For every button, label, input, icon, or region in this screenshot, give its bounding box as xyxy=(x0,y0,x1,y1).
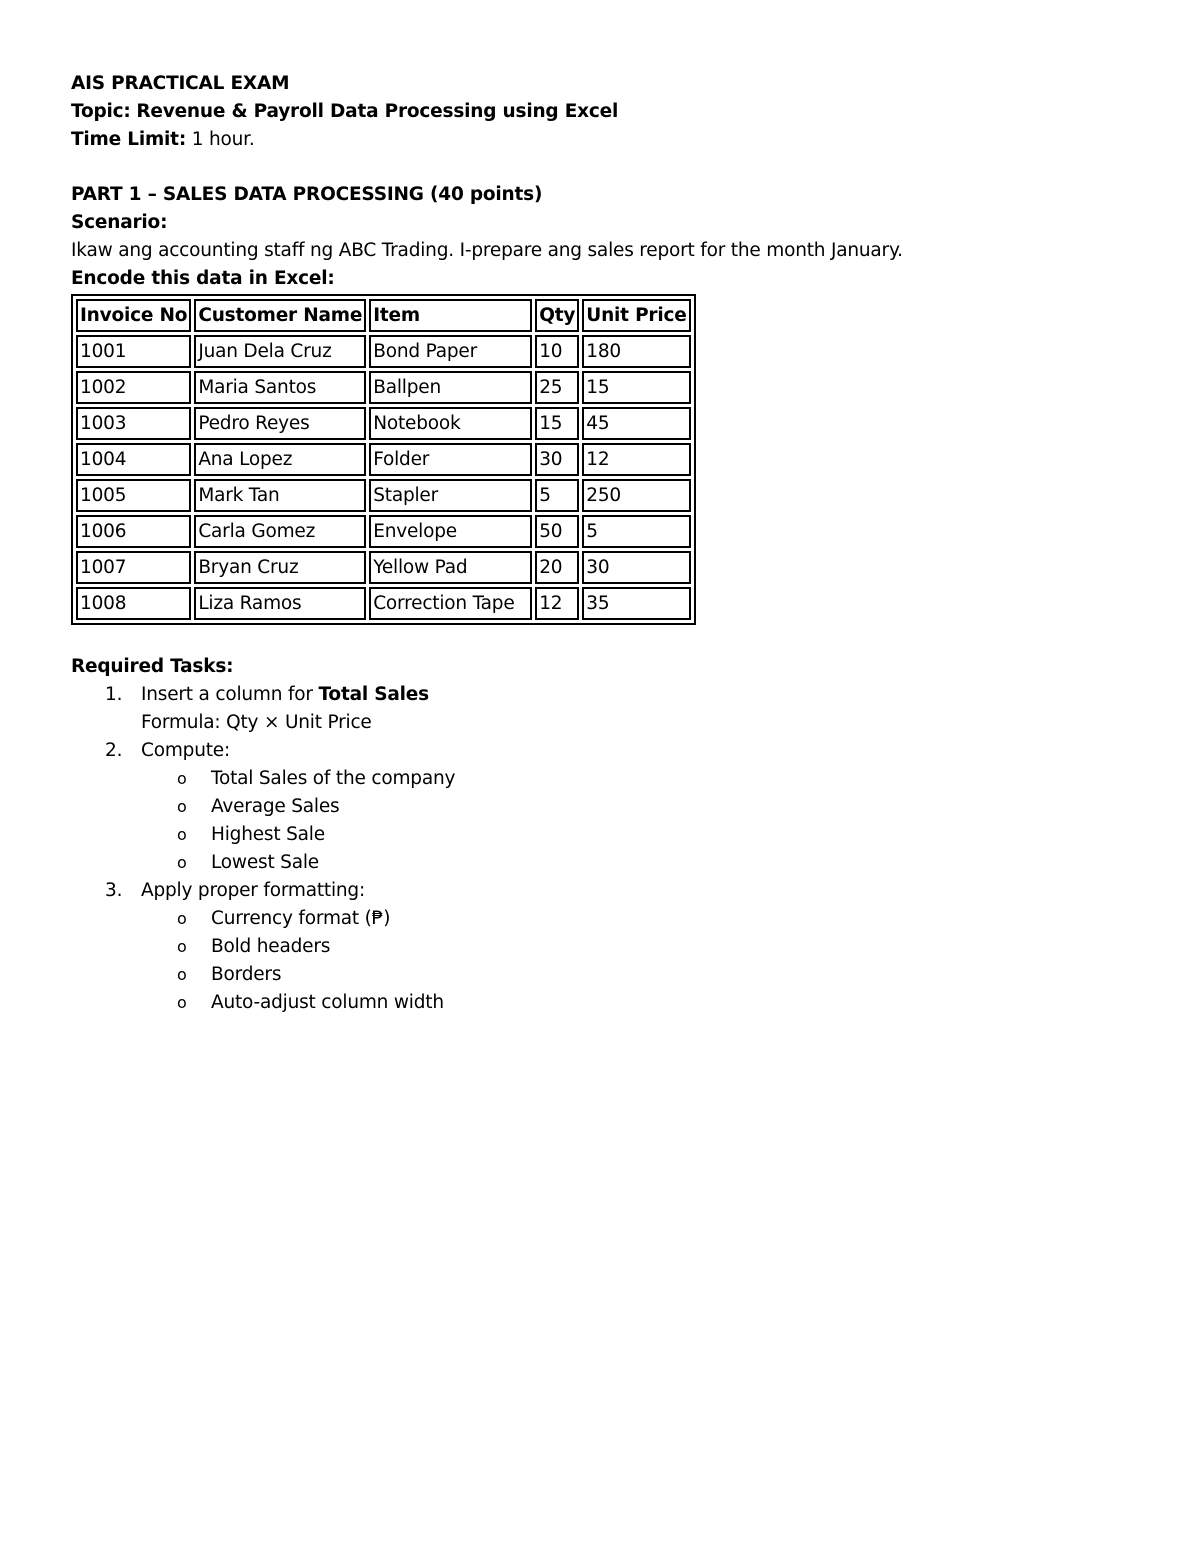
task-text: Apply proper formatting: xyxy=(141,880,366,901)
bullet-icon: o xyxy=(177,909,187,928)
bullet-icon: o xyxy=(177,769,187,788)
cell-customer-name: Maria Santos xyxy=(194,371,366,404)
header-qty: Qty xyxy=(535,299,579,332)
cell-unit-price: 12 xyxy=(582,443,690,476)
sales-data-table xyxy=(71,294,696,625)
header-item: Item xyxy=(369,299,532,332)
task-text-bold: Total Sales xyxy=(318,684,429,705)
task-number: 2. xyxy=(105,740,123,761)
cell-customer-name: Bryan Cruz xyxy=(194,551,366,584)
cell-customer-name: Mark Tan xyxy=(194,479,366,512)
header-invoice-no: Invoice No xyxy=(76,299,191,332)
cell-invoice-no: 1008 xyxy=(76,587,191,620)
table-row xyxy=(76,551,691,584)
cell-unit-price: 35 xyxy=(582,587,690,620)
cell-invoice-no: 1002 xyxy=(76,371,191,404)
cell-unit-price: 45 xyxy=(582,407,690,440)
table-row xyxy=(76,371,691,404)
cell-qty: 10 xyxy=(535,335,579,368)
cell-customer-name: Juan Dela Cruz xyxy=(194,335,366,368)
cell-customer-name: Carla Gomez xyxy=(194,515,366,548)
task-text-plain: Insert a column for xyxy=(141,684,319,705)
cell-invoice-no: 1007 xyxy=(76,551,191,584)
cell-invoice-no: 1001 xyxy=(76,335,191,368)
time-limit-line xyxy=(71,126,1131,154)
bullet-icon: o xyxy=(177,825,187,844)
cell-item: Stapler xyxy=(369,479,532,512)
scenario-label: Scenario: xyxy=(71,212,168,233)
subtask-text: Total Sales of the company xyxy=(211,768,456,789)
cell-qty: 30 xyxy=(535,443,579,476)
bullet-icon: o xyxy=(177,993,187,1012)
list-item xyxy=(141,989,1131,1017)
subtask-text: Auto-adjust column width xyxy=(211,992,444,1013)
cell-qty: 25 xyxy=(535,371,579,404)
header-unit-price: Unit Price xyxy=(582,299,690,332)
table-row xyxy=(76,587,691,620)
cell-unit-price: 250 xyxy=(582,479,690,512)
task-number: 1. xyxy=(105,684,123,705)
topic-value: Revenue & Payroll Data Processing using Excel xyxy=(136,101,619,122)
bullet-icon: o xyxy=(177,797,187,816)
cell-item: Bond Paper xyxy=(369,335,532,368)
cell-qty: 15 xyxy=(535,407,579,440)
task-item-2 xyxy=(71,737,1131,877)
cell-customer-name: Ana Lopez xyxy=(194,443,366,476)
cell-invoice-no: 1006 xyxy=(76,515,191,548)
cell-qty: 12 xyxy=(535,587,579,620)
cell-item: Yellow Pad xyxy=(369,551,532,584)
list-item xyxy=(141,905,1131,933)
cell-qty: 20 xyxy=(535,551,579,584)
exam-page xyxy=(71,70,1131,1017)
cell-invoice-no: 1004 xyxy=(76,443,191,476)
bullet-icon: o xyxy=(177,853,187,872)
task-number: 3. xyxy=(105,880,123,901)
subtask-text: Lowest Sale xyxy=(211,852,319,873)
time-limit-label: Time Limit: xyxy=(71,129,187,150)
header-customer-name: Customer Name xyxy=(194,299,366,332)
list-item xyxy=(141,793,1131,821)
exam-title: AIS PRACTICAL EXAM xyxy=(71,73,290,94)
subtask-text: Borders xyxy=(211,964,282,985)
cell-customer-name: Liza Ramos xyxy=(194,587,366,620)
list-item xyxy=(141,765,1131,793)
topic-label: Topic: xyxy=(71,101,131,122)
table-row xyxy=(76,515,691,548)
scenario-text: Ikaw ang accounting staff ng ABC Trading. I-prepare ang sales report for the month January. xyxy=(71,240,903,261)
subtask-text: Bold headers xyxy=(211,936,331,957)
formula-note: Formula: Qty × Unit Price xyxy=(141,712,372,733)
table-row xyxy=(76,479,691,512)
bullet-icon: o xyxy=(177,965,187,984)
subtask-text: Currency format (₱) xyxy=(211,908,391,929)
cell-item: Correction Tape xyxy=(369,587,532,620)
list-item xyxy=(141,849,1131,877)
task-item-3 xyxy=(71,877,1131,1017)
cell-item: Folder xyxy=(369,443,532,476)
subtask-text: Highest Sale xyxy=(211,824,325,845)
cell-item: Envelope xyxy=(369,515,532,548)
subtask-text: Average Sales xyxy=(211,796,340,817)
table-row xyxy=(76,407,691,440)
task-text xyxy=(141,681,1131,709)
spacer xyxy=(71,154,1131,181)
table-row xyxy=(76,443,691,476)
part1-heading: PART 1 – SALES DATA PROCESSING (40 points) xyxy=(71,184,543,205)
cell-unit-price: 30 xyxy=(582,551,690,584)
task-list xyxy=(71,681,1131,1017)
list-item xyxy=(141,821,1131,849)
table-row xyxy=(76,335,691,368)
subtask-list xyxy=(141,905,1131,1017)
table-header-row xyxy=(76,299,691,332)
cell-unit-price: 5 xyxy=(582,515,690,548)
cell-item: Ballpen xyxy=(369,371,532,404)
cell-invoice-no: 1005 xyxy=(76,479,191,512)
task-text: Compute: xyxy=(141,740,230,761)
subtask-list xyxy=(141,765,1131,877)
time-limit-value: 1 hour. xyxy=(191,129,255,150)
list-item xyxy=(141,961,1131,989)
bullet-icon: o xyxy=(177,937,187,956)
required-tasks-heading: Required Tasks: xyxy=(71,656,234,677)
task-item-1 xyxy=(71,681,1131,737)
cell-invoice-no: 1003 xyxy=(76,407,191,440)
cell-customer-name: Pedro Reyes xyxy=(194,407,366,440)
cell-unit-price: 15 xyxy=(582,371,690,404)
encode-label: Encode this data in Excel: xyxy=(71,268,335,289)
cell-unit-price: 180 xyxy=(582,335,690,368)
cell-item: Notebook xyxy=(369,407,532,440)
list-item xyxy=(141,933,1131,961)
cell-qty: 50 xyxy=(535,515,579,548)
cell-qty: 5 xyxy=(535,479,579,512)
topic-line xyxy=(71,98,1131,126)
